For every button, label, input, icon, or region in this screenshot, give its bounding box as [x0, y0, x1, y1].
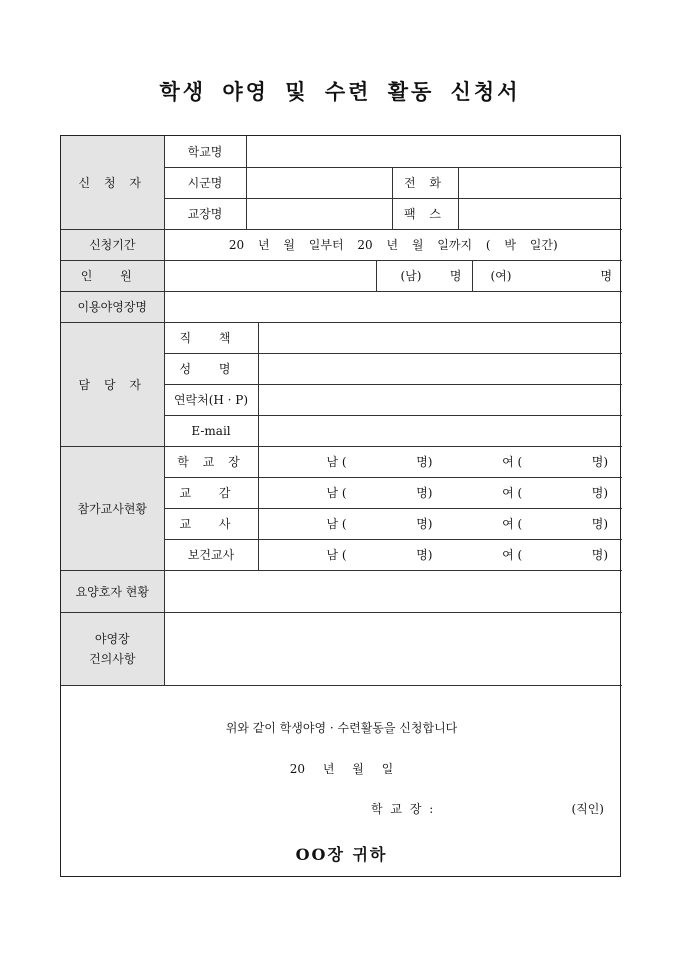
unit-close: 명): [591, 548, 609, 562]
suggestion-label: [61, 612, 164, 685]
addressee: OO장 귀하: [295, 845, 388, 864]
suggestion-label-line1: 야영장: [94, 631, 130, 646]
teachers-section-label: 참가교사현황: [61, 446, 164, 570]
female-label: (여): [490, 269, 512, 283]
email-field[interactable]: [258, 415, 622, 446]
period-field[interactable]: 20 년 월 일부터 20 년 월 일까지 ( 박 일간): [164, 229, 622, 260]
suggestion-field[interactable]: [164, 612, 622, 685]
female-open: 여 (: [502, 548, 523, 562]
care-field[interactable]: [164, 570, 622, 612]
unit-close: 명): [416, 486, 433, 500]
teacher-count-teacher[interactable]: [258, 508, 622, 539]
unit-close: 명): [591, 517, 609, 531]
headcount-label: 인 원: [61, 260, 164, 291]
manager-name-field[interactable]: [258, 353, 622, 384]
phone-field[interactable]: [458, 167, 622, 198]
unit-close: 명): [416, 517, 433, 531]
male-open: 남 (: [326, 548, 347, 562]
phone-label: 전 화: [392, 167, 458, 198]
declaration-area: [61, 703, 622, 877]
declaration-sentence: 위와 같이 학생야영 · 수련활동을 신청합니다: [225, 721, 458, 735]
female-open: 여 (: [502, 517, 523, 531]
period-label: 신청기간: [61, 229, 164, 260]
teacher-count-vice-principal[interactable]: [258, 477, 622, 508]
teacher-count-health[interactable]: [258, 539, 622, 570]
unit-close: 명): [416, 455, 433, 469]
campsite-field[interactable]: [164, 291, 622, 322]
female-open: 여 (: [502, 486, 523, 500]
manager-name-label: 성 명: [164, 353, 258, 384]
male-open: 남 (: [326, 455, 347, 469]
unit-close: 명): [591, 486, 609, 500]
principal-signature-label: 학 교 장 :: [371, 802, 436, 816]
unit-close: 명): [416, 548, 433, 562]
teacher-role-health: 보건교사: [164, 539, 258, 570]
male-open: 남 (: [326, 517, 347, 531]
female-unit: 명: [600, 269, 613, 283]
contact-label: 연락처(H · P): [164, 384, 258, 415]
female-open: 여 (: [502, 455, 523, 469]
position-field[interactable]: [258, 322, 622, 353]
male-label: (남): [400, 269, 422, 283]
teacher-count-principal[interactable]: [258, 446, 622, 477]
teacher-role-teacher: 교 사: [164, 508, 258, 539]
district-field[interactable]: [246, 167, 392, 198]
contact-field[interactable]: [258, 384, 622, 415]
teacher-role-vice-principal: 교 감: [164, 477, 258, 508]
suggestion-label-line2: 건의사항: [89, 651, 136, 666]
school-name-label: 학교명: [164, 136, 246, 167]
male-unit: 명: [449, 269, 462, 283]
application-form: [60, 135, 621, 877]
form-title: 학생 야영 및 수련 활동 신청서: [159, 79, 521, 104]
manager-section-label: 담 당 자: [61, 322, 164, 446]
school-name-field[interactable]: [246, 136, 622, 167]
position-label: 직 책: [164, 322, 258, 353]
care-label: 요양호자 현황: [61, 570, 164, 612]
headcount-total-field[interactable]: [164, 260, 376, 291]
email-label: E-mail: [164, 415, 258, 446]
principal-name-label: 교장명: [164, 198, 246, 229]
district-label: 시군명: [164, 167, 246, 198]
declaration-date[interactable]: 20 년 월 일: [289, 762, 394, 776]
unit-close: 명): [591, 455, 609, 469]
fax-field[interactable]: [458, 198, 622, 229]
headcount-male-field[interactable]: [376, 260, 472, 291]
male-open: 남 (: [326, 486, 347, 500]
fax-label: 팩 스: [392, 198, 458, 229]
principal-name-field[interactable]: [246, 198, 392, 229]
official-seal-label: (직인): [571, 802, 604, 816]
campsite-label: 이용야영장명: [61, 291, 164, 322]
headcount-female-field[interactable]: [472, 260, 622, 291]
form-table: [61, 136, 622, 686]
applicant-section-label: 신 청 자: [61, 136, 164, 229]
teacher-role-principal: 학 교 장: [164, 446, 258, 477]
